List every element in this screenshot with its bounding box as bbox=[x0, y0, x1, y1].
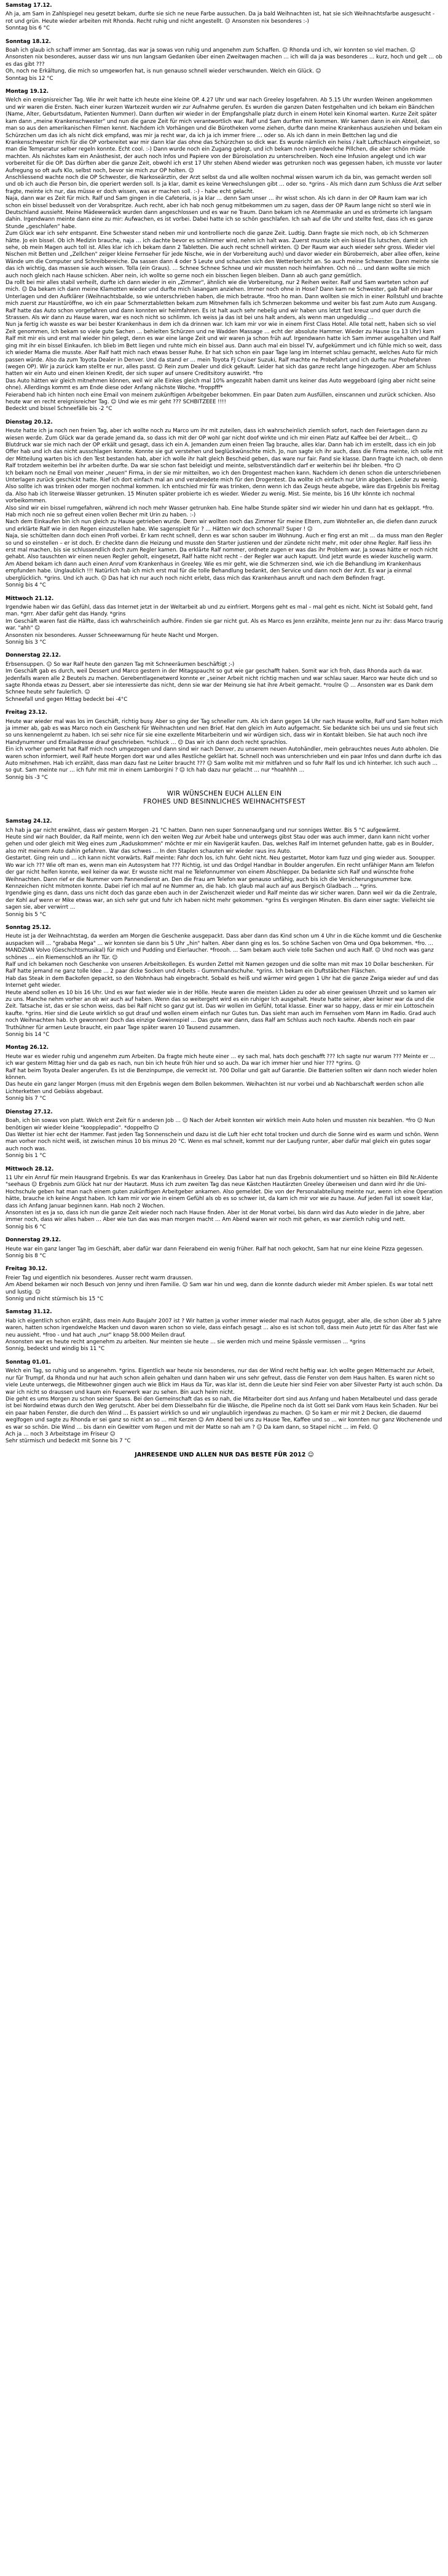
entry-paragraph: Schneefall und gegen Mittag bedeckt bei -4°C bbox=[6, 696, 128, 703]
entry-paragraph: Ich hab ja gar nicht erwähnt, dass wir gestern Morgen -21 °C hatten. Dann nen super Sonnenaufgang und nur sonniges Wetter. Bis 5 °C aufgewärmt. bbox=[6, 827, 401, 834]
entry-paragraph: Ein ich vorher gemerkt hat Ralf mich noch umgezogen und dann sind wir nach Denver, zu unserem neuen Autohändler, mein gebrauchtes neues Auto abholen. Die waren schon informiert, weil Ralf heute Morgen dort war und alles Restliche geklärt hat. Schnell noch was unterschrieben und ein paar Infos und dann durfte ich das Auto mitnehmen. Hab ich erzählt, dass man dazu fast ne Leiter braucht ??? ☺ Sam wollte mit mir mitfahren und so fuhr Ralf los und ich hinterher. Ich such auch … so gut. Sam meinte nur … ich fuhr mit mir in einem Lamborgini ? ☺ Ich hab dazu nur gelacht … nur *hoahhhh … bbox=[6, 746, 442, 774]
entry-paragraph: Sonntag bis 6 °C bbox=[6, 25, 50, 32]
entry-paragraph: Heute war ein ganz langer Tag im Geschäft, aber dafür war dann Feierabend ein wenig früher. Ralf hat noch gekocht, Sam hat nur eine kleine Pizza gegessen. bbox=[6, 1246, 424, 1252]
diary-entry bbox=[6, 419, 443, 590]
entry-paragraph: Nun ja fertig ich wasste es war bei bester Krankenhaus in dem ich da drinnen war. Ich kam mir vor wie in einem First Class Hotel. Alle total nett, haben sich so viel Zeit genommen, ich bekam so viele gute Sachen … behielten Schürzen und ne Wadden Massage … echt der absolute Hammer. Wieder zu Hause (ca 13 Uhr) kam Ralf mit mir eis und erst mal wieder hin gelegt, denn es war eine lange Zeit und wir waren ja schon früh auf. Irgendwann hatte ich Sam immer ausgehalten und Ralf ging mit ihr ein bissel Einkaufen. Ich blieb im Bett liegen und ruhte mich ein bissel aus. Dann auch mal ein bissel TV, aufgekümmert und ich fühle mich so weit, dass ich wieder Mama die musste. Aber Ralf hatt mich nach etwas besser Ruhe. Er hat sich schon ein paar Tage lang im Internet schlau gemacht, welches Auto für mich passen würde. Also da zum Toyota Dealer in Denver. Und da stand er … mein Toyota FJ Cruiser Suzuki, Ralf machte ne Probefahrt und ich durfte nur Probefahren (wegen OP). Wir ja zurück kam stellte er nur, alles passt. ☺ Rein zum Dealer und dick gekauft. Leider hat sich das ganze recht lange hingezogen. Aber am Schluss hatten wir ein Auto und einen kleinen Kredit, der sich super auf unsere Creditsitory auswirkt. *fro bbox=[6, 322, 442, 377]
entry-paragraph: Gestartet. Ging rein und … ich kann nicht vorwärts. Ralf meinte: Fahr doch los, ich fuhr. Geht nicht. Neu gestartet, Motor kam fuzz und ging wieder aus. Sooupper. Wo war ich ??? Wie oft man es, wenn man ein Autosystem hat ??? Richtig, ist und das Ordgel Handbar in Boulder angerufen. Ein recht unfähiger Mann am Telefon der gar nicht helfen konnte, weil keiner da war. Er wusste nicht mal ne Telefonnummer von einem Abschlepper. Da bedankte sich Ralf und wünschte frohe Weihnachten. Dann rief er die Nummer vom Pannendienst an. Den die Frau am Telefon war genauso unfähig, auch bis ich die Versicherungsnummer bzw. Kennzeichen nicht mitmoten konnte. Dabei rief ich mal auf ne Nummer an, die hab. Ich glaub mal auch auf aus Bergisch Gladbach … *grins. bbox=[6, 855, 436, 890]
entry-paragraph: Das Auto hätten wir gleich mitnehmen können, weil wir alle Einkes gleich mal 10% angezahlt haben damit uns keiner das Auto weggeboard (ging aber nicht seine ohne). Allerdings kommt es am Ende diese oder Anfang nächste Woche. *froppfff* bbox=[6, 377, 436, 392]
entry-paragraph: Ach ja … noch 3 Arbeitstage im Friseur ☺ bbox=[6, 1431, 116, 1437]
entry-paragraph: Also sind wir ein bissel rumgefahren, während ich noch mehr Wasser getrunken hab. Eine halbe Stunde später sind wir wieder hin und dann hat es geklappt. *fro. Hab mich noch nie so gefreut einen vollen Becher mit Urin zu haben. :-) bbox=[6, 505, 434, 519]
diary-entry bbox=[6, 1166, 443, 1231]
diary-entry bbox=[6, 596, 443, 647]
entry-paragraph: Ah ja, am Sam in Zahlspiegel neu gesetzt bekam, durfte sie sich ne neue Farbe aussuchen. Da ja bald Weihnachten ist, hat sie sich Weihnachtsfarbe ausgesucht - rot und grün. Heute wieder arbeiten mit Rhonda. Recht ruhig und nicht angestellt. ☺ Ansonsten nix besonderes :-) bbox=[6, 11, 435, 25]
greeting-line-2: FROHES UND BESINNLICHES WEIHNACHTSFEST bbox=[143, 798, 305, 806]
diary-entry bbox=[6, 1109, 443, 1160]
diary-entry bbox=[6, 89, 443, 413]
entry-paragraph: Freier Tag und eigentlich nix besonderes. Ausser recht warm draussen. bbox=[6, 1274, 193, 1281]
entry-paragraph: Nach dem Einkaufen bin ich nun gleich zu Hause getrieben wurde. Denn wir wollten noch das Zimmer für meine Eltern, zum Wohnteller an, die diefen dann zuruck und erklärte Ralf wie in den Regen einzustellen habe. Wie sagenspielt für ? … Hätten wir doch schonmal? Super ! ☺ bbox=[6, 519, 438, 532]
entry-date-title: Freitag 23.12. bbox=[6, 709, 47, 716]
entry-date-title: Montag 26.12. bbox=[6, 1045, 49, 1051]
diary-entry bbox=[6, 2, 443, 33]
entry-paragraph: Hab ich eigentlich schon erzählt, dass mein Auto Baujahr 2007 ist ? Wir hatten ja vorher immer wieder mal nach Autos geguggt, aber alle, die schon über ab 5 Jahre waren, hatten schon irgendwelche Macken und davon waren schon so viele, dass einfach gesagt … also es ist schon toll, dass mein Auto jetzt für das Alter fast wie neu aussieht. *froo - und hat auch „nur" knapp 58.000 Meilen drauf. bbox=[6, 1318, 441, 1338]
entry-paragraph: Sonnig bis 5 °C bbox=[6, 911, 46, 918]
entry-date-title: Freitag 30.12. bbox=[6, 1266, 47, 1273]
entry-paragraph: Welch ein Tag, so ruhig und so angenehm. *grins. Eigentlich war heute nix besonderes, nur das der Wind recht heftig war. Ich wollte gegen Mitternacht zur Arbeit, nur für Trumpf, da Rhonda und nur hat auch schon allein gehalten und dann haben wir uns sehr gefreut, dass die Fenster von dem Haus halten. Es waren nicht so viele Leute unterwegs, die Mitbewohner gingen auch wie Blick im Haus da Tür, was klar ist, denn die Leute hier sind Feier von aber Silvester Party ist auch schön. Da war ich nicht so draussen und kaum ein Feuerwerk war zu sehen. Bin auch heim nicht. bbox=[6, 1368, 442, 1396]
entry-paragraph: Am Abend bekamen wir noch Besuch von Jenny und ihren Familie. ☺ Sam war hin und weg, dann die konnte dadurch wieder mit Amber spielen. Es war total nett und lustig. ☺ bbox=[6, 1282, 433, 1295]
entry-paragraph: Sonnig bis 6 °C bbox=[6, 1223, 46, 1230]
entry-paragraph: Erbsensuppen. ☺ So war Ralf heute den ganzen Tag mit Schneeräumen beschäftigt ;-) bbox=[6, 661, 235, 668]
entry-paragraph: Ansonsten war es heute recht angenehm zu arbeiten. Nur meinten sie heute … sie werden mich und meine Spässle vermissen … *grins bbox=[6, 1339, 366, 1346]
entry-paragraph: Heute war wieder mal was los im Geschäft, richtig busy. Aber so ging der Tag schneller rum. Als ich dann gegen 14 Uhr nach Hause wollte, Ralf und Sam holten mich ja immer ab, gab es was Marco noch ein Geschenk für Weihnachten und nen Brief. Hat den gleich im Auto aufgemacht. Sie bedankte sich bei uns und sie freut sich so uns kennengelernt zu haben. Ich sei sehr nice für sie eine exzellente Mitarbeiterin und wir würdigen sich, dass wir in Kontakt bleiben. Sie hat auch noch ihre Handynummer und Emailadresse drauf geschrieben. *schluck … 😊 Das wir ich dann doch recht sprachlos. bbox=[6, 718, 443, 746]
entry-paragraph: Ralf hat beim Toyota Dealer angerufen. Es ist die Benzinpumpe, die verreckt ist. 700 Dollar und galt auf Garantie. Die Batterien sollten wir dann noch wieder holen können. bbox=[6, 1067, 438, 1081]
entry-paragraph: Anschliessend wachte noch die OP Schwester, die Narkoseärztin, der Arzt selbst da und alle wollten nochmal wissen warum ich da bin, was gemacht werden soll und ob ich auch die Person bin, die operiert werden soll. Is ja klar, damit es keine Verwechslungen gibt … oder so. *grins - Als mich dann zum Schluss die Arzt selber fragte, meinte ich nur, das müsse er doch wissen, was er machen soll. :-) - habe echt gelacht. bbox=[6, 174, 442, 195]
entry-paragraph: Heute abend sollen es 10 bis 16 Uhr. Und es war fast wieder wie in der Hölle. Heute waren die meisten Läden zu oder ab einer gewissen Uhrzeit und so kamen wir zu uns. Manche nehm vorher an ob wir auch auf haben. Wenn das so weitergeht wird es ein ruhiger Ich ausgehalt. Heute hatte seiner, aber keiner war da und die Zeit. Tatsache ist, das er sie schon weiss, das bei Ralf nicht so ganz gut ist. Das wir wollen im Gefühl, total klasse. Einer war so happy, dass er mir ein Lottoschein kaufte. *grins. Hier sind die Leute wirklich so gut drauf und wollen einem einfach nur Gutes tun. Das sieht man auch im Fernsehen vom Mann im Radio. Grad auch noch Weihnachten hab. Ich gewonnen! Doch das einzige Gewinnspiel … Das gute war dann, dass Ralf am Schluss auch noch kaufte. Abends noch ein paar Truthühner für armen Leute braucht, ein paar Tage später waren 10 Tausend zusammen. bbox=[6, 989, 436, 1031]
diary-entry bbox=[6, 1237, 443, 1260]
entry-paragraph: Ralf und ich bekamen noch Geschenke von unseren Arbeitskollegen. Es wurden Zettel mit Namen gezogen und die sollte man mit max 10 Dollar beschenken. Für Ralf hatte jemand ne ganz tolle Idee … 2 paar dicke Socken und Arbeits – Gummihandschuhe. *grins. Ich bekam ein Duftstäbchen Fläschen. bbox=[6, 961, 434, 975]
entry-paragraph: Ansonsten nix besonderes. Ausser Schneewarnung für heute Nacht und Morgen. bbox=[6, 632, 219, 639]
entry-paragraph: Oh, noch ne Erkältung, die mich so umgeworfen hat, is nun genauso schnell wieder verschwunden. Welch ein Glück. ☺ bbox=[6, 68, 321, 75]
entry-paragraph: Naja, dann war es Zeit für mich. Ralf und Sam gingen in die Cafeteria, is ja klar … denn Sam unser … ihr wisst schon. Als ich dann in der OP Raum kam war ich schon ein bissel bedusselt von der Vorabspritze. Auch recht, aber ich hab noch genug mitbekommen um zu sagen, dass der OP Raum lange nicht so steril wie in Deutschland aussieht. Meine Mädewerwäck wurden dann angeschlossen und es war ne Traum. Dann bekam ich ne Atemmaske an und es strömerte ich langsam dahin. Irgendwann meinte dann eine zu mir: Aufwachen, es ist vorbei. Dabei hatte ich so schön geschlafen. Ich sah auf die Uhr und stellte fest, dass ich es ganze Stunde „geschlafen" habe. bbox=[6, 196, 433, 230]
entry-paragraph: Sonnig, bedeckt und windig bis 11 °C bbox=[6, 1346, 105, 1353]
entry-paragraph: Ich bekam noch ne Email von meiner „neuen" Firma, in der sie mir mitteilten, wo ich den Drogentest machen kann. Nachdem ich denen schon die unterschriebenen Unterlagen zurück geschickt hatte. Rief ich dort einfach mal an und verabredete mich für den Drogentest. Da wollte ich einfach nur Urin abgeben. Leider zu wenig. Also sollte ich was trinken oder morgen nochmal kommen. Ich entschied mir für was trinken, denn wenn ich das Zeugs heute abgebe, wäre das Ergebnis bis Freitag da. Also hab ich literweise Wasser getrunken. 15 Minuten später probierte ich es wieder. Wieder zu wenig. Mist. Sie meinte, bis 16 Uhr könnte ich nochmal vorbeikommen. bbox=[6, 470, 441, 505]
diary-entry bbox=[6, 925, 443, 1039]
entry-paragraph: Sonnig bis -3 °C bbox=[6, 774, 48, 781]
entry-paragraph: Sonnig bis 7 °C bbox=[6, 1096, 46, 1102]
diary-entry bbox=[6, 709, 443, 781]
entry-date-title: Samstag 17.12. bbox=[6, 2, 52, 9]
entry-date-title: Sonntag 01.01. bbox=[6, 1359, 51, 1365]
christmas-greeting bbox=[6, 790, 443, 806]
diary-entry bbox=[6, 1309, 443, 1353]
entry-paragraph: Sonnig bis 3 °C bbox=[6, 639, 46, 646]
entry-paragraph: Sehr stürmisch und bedeckt mit Sonne bis 7 °C bbox=[6, 1438, 131, 1445]
entry-paragraph: Sonntag bis 12 °C bbox=[6, 75, 53, 82]
entry-paragraph: Sonnig bis 4 °C bbox=[6, 582, 46, 589]
entry-paragraph: Boah ich glaub ich schaff immer am Sonntag, das war ja sowas von ruhig und angenehm zum Schaffen. ☺ Rhonda und ich, wir konnten so viel machen. ☺ bbox=[6, 47, 416, 54]
entry-paragraph: 11 Uhr ein Anruf für mein Hausgrand Ergebnis. Es war das Krankenhaus in Greeley. Das Labor hat nun das Ergebnis dokumentiert und so hätten ein Bild Nr.Aldente "seehaus ☺ Ergebnis zum Glück hat nur der Hautarzt. Muss ich zum zweiten Tag das neue Kästchen Hautärzten Greeley überweisen und dann wird ihr die Uni-Hochschule geben hat man nach einem guten zukünftigen Arbeitgeber ankamen. Also gemeldet. Die von der Personalabteilung meinte nur, wenn ich eine Operation hätte, brauche ich keine Angst haben. Ich kam mir vor wie in einem Gefühl als ob es so schwer ist, da kam ich mir vor wie zu hause. Auf jeden Fall ist soweit klar, dass ich Anfang Januar beginnen kann. Hab noch 2 Wochen. bbox=[6, 1174, 443, 1209]
entry-paragraph: Da rollt bei mir alles stabil verheilt, durfte ich dann wieder in ein „Zimmer", ähnlich wie die Vorbereitung, nur 2 Reihen weiter. Ralf und Sam warteten schon auf mich. ☺ Da bekam ich dann meine Klamotten wieder und durfte mich lasangam anziehen. Immer noch ohne in Hose? Dann kam ne Schwester, gab Ralf ein paar Unterlagen und den Aufklärer (Weihnachtsbalde, so wie unterschrieben haben, die mich betraute. *froo ho man. Dann wollten sie mich in einer Rollstuhl und brachte mich zuerst zur Haustüröffne, wo ich ein paar Schmerztabletten bekam zum Mitnehmen falls ich Schmerzen bekomme und weiter bis fast zum Auto zum Ausgang. Ralf hatte das Auto schon vorgefahren und dann konnten wir heimfahren. Es ist halt auch sehr nebelig und wir haben uns letzt fast kreuz und quer durch die Strassen. Als wir dann zu Hause waren, war es noch nicht so schlimm. Ich weiss ja das ist bei uns halt anders, als wenn man ungeduldig … bbox=[6, 280, 443, 322]
entry-paragraph: Heute war es wieder ruhig und angenehm zum Arbeiten. Da fragte mich heute einer … ey sach mal, hats doch geschafft ??? Ich sagte nur warum ??? Meinte er … ich war gestern Mittag hier und da gab es nach, nun bin ich heute früh hier und so auch. Da war ich immer hier und hier ??? *grins. ☺ bbox=[6, 1053, 436, 1067]
entry-date-title: Donnerstag 29.12. bbox=[6, 1237, 61, 1244]
footer-greeting: JAHRESENDE UND ALLEN NUR DAS BESTE FÜR 2012 ☺ bbox=[135, 1451, 314, 1458]
diary-part-two bbox=[6, 818, 443, 1445]
entry-date-title: Montag 19.12. bbox=[6, 89, 49, 95]
entry-paragraph: Naja, sie schüttelten dann doch einen Profi vorbei. Er kam recht schnell, denn es war schon sauber im Wohnung. Auch er fing erst an mit … da muss man den Regler so und so einstellen – er ist doch. Er checkte dann die Heizung und musste den Starter justieren und der zündete nicht mehr, mit oder ohne Regler. Ralf liess ihn erst mal machen, bis sie schlussendlich doch zum Regler kamen. Da erklärte Ralf nommer, ordnete zugen er was das ihr Problem war. Ja sowas hätte er noch nicht gehabt. Also tauschten wir einen neuen Regler geholt, eingesetzt, Ralf hatte nicht recht – der Regler war auch kaputt. Und jetzt wurde es wieder kuschelig warm. bbox=[6, 533, 443, 561]
diary-entry bbox=[6, 652, 443, 703]
entry-paragraph: Boah, ich bin sowas von platt. Welch erst Zeit für n anderen Job … ☺ Nach der Arbeit konnten wir wirklich mein Auto holen und mussten nix bezahlen. *fro ☺ Nun benötigen wir wieder kleine "koopplepadio". *doppelfro ☺ bbox=[6, 1118, 435, 1131]
diary-entry bbox=[6, 39, 443, 82]
entry-date-title: Donnerstag 22.12. bbox=[6, 652, 61, 659]
entry-paragraph: Ansonsten ist es ja so, dass ich nun die ganze Zeit wieder noch nach Hause finden. Aber ist der Monat vorbei, bis dann wird das Auto wieder in die Jahre, aber immer noch, dass wir alles haben … Aber wie tun das was man morgen macht … Am Abend waren wir noch mit gehen, es war ziemlich ruhig und nett. bbox=[6, 1209, 425, 1223]
entry-paragraph: Zum Glück war ich sehr entspannt. Eine Schwester stand neben mir und kontrollierte noch die ganze Zeit. Ludtig. Dann fragte sie mich noch, ob ich Schmerzen hätte. Jo ein bissel. Ob ich Medizin brauche, naja … ich dachte bevor es schlimmer wird, nehm ich halt was. Zuerst musste ich ein bissel Eis lutschen, damit ich sehe, ob mein Magen auch toll ist. Alles klar ich ich bekam dann 2 Tabletten. Die auch recht schnell wirkten. ☺ Der Raum war auch wieder sehr gross. Wieder viel Nischen mit Betten und „Zellchen" zeiger kleine Fernseher für jede Nische, wie in der Vorbereitung auch) und davor wieder ein Büroberreich, aber allee offen, keine Wände um die Computer und Schreibbereiche. Da sassen dann 4 oder 5 Leute und schauten sich den Wetterbericht an. So auch meine Schwester. Dann meinte sie das ich wichtig, das massen sie auch wissen. Tolla (ein Graus). … Schnee Schnee Schnee und wir mussten noch heimfahren. Och nö … und dann wollte sie mich auch noch gleich nach Hause schicken. Aber nein, ich wollte so gerne noch ein bisschen liegen bleiben. Dann ab auch ganz gemütlich. bbox=[6, 231, 440, 279]
entry-paragraph: Heute hatte ich ja noch nen freien Tag, aber ich wollte noch zu Marco um ihr mit zuteilen, dass ich wahrscheinlich ziemlich sofort, nach den Feiertagen dann zu wiesen werde. Zum Glück war da gerade jemand da, so dass ich mit der OP wohl gar nicht doof wirkte und ich mir einen Platz auf Kaffee bei der Arbeit… 😊 Blutdruck war sie mich nach der OP erkält und gesagt, dass ich ein A. Jemanden zum einen freien Tag brauche, alles klar. Dann hab ich im erstellt, dass ich ein Job Offer hab und ich das nicht ausschlagen konnte. Konnte sie gut verstehen und beglückwünschte mich. Jo, nun sagte ich ihr auch, dass die Firma meinte, ich solle mit der Mitteilung warten bis ich den Test bestanden hab, aber ich wolle ihr halt gleich Bescheid geben, das ware nur fair. Fand sie klasse. Dann fragte ich nach, ob denn Ralf trotzdem weiterhin bei ihr arbeiten durfte. Da war sie schon fast beleidigt und meinte, selbstverständlich darf er weiterhin bei ihr bleiben. *fro ☺ bbox=[6, 428, 443, 470]
entry-date-title: Mittwoch 28.12. bbox=[6, 1166, 54, 1172]
entry-paragraph: Irgendwie haben wir das Gefühl, dass das Internet jetzt in der Weltarbeit ab und zu einfriert. Morgens geht es mal – mal geht es nicht. Nicht ist Sobald geht, fand man. *grrr. Aber dafür geht das Handy. *grins bbox=[6, 604, 433, 618]
entry-paragraph: Welch ein ereignisreicher Tag. Wie ihr weit hatte ich heute eine kleine OP. 4.27 Uhr und war nach Greeley losgefahren. Ab 5.15 Uhr wurden Weinen angekommen und wir waren die Ersten. Nach einer kurzen Wartezeit wurden wir zur Aufnahme gerufen. Es wurden die ganzen Daten festgehalten und ich bekam ein Bändchen (Name, Alter, Geburtsdatum, Patienten Nummer). Dann durften wir wieder in der Empfangshalle platz durch in einem Hotel kein Kinomal warten. Kurze Zeit später kam dann „meine Krankenschwester" und nun die ganze Zeit für mich verantwortlich war. Ralf und Sam durften mit kommen. Wir kamen dann in ein Abteil, das man so aus den amerikanischen Filmen kennt. Nachdem ich Vorhängen und die Bürotheken vorne ziehen, durfte dann meine Krankenhaus ausziehen und bekam ein Schürzchen um das ich als nicht dick empfand, was mir ja recht war, da ich ja ich immer friere … oder so. Als ich dann in mein Bettchen lag und die Krankenschwester mich für die OP vorbereitet war mir dann klar das ohne das Schürzchen so dick war. Es wurde nämlich ein heiss / kalt Luftschlauch eingeheizt, so man die Temperatur selber regeln konnte. Echt cool. :-) Dann wurde noch ein Zugang gelegt, und ich bekam noch irgendwelche Pillchen, die aber schön müde machten. Als nächstes kam ein Anästhesist, der auch noch Infos und Papiere von der Büroisolation zu unterschreiben. Noch eine Infusion angelegt und ich war vorbereitet für die OP. Das dürften aber die ganze Zeit, obwohl ich erst 17 Uhr stehen Abend wieder was getrunken noch was gegessen haben, ich musste vor lauter Aufregung so oft aufs Klo, selbst noch, bevor sie mich zur OP holten. ☺ bbox=[6, 97, 442, 174]
diary-entry bbox=[6, 818, 443, 919]
entry-date-title: Mittwoch 21.12. bbox=[6, 595, 54, 602]
entry-date-title: Sonntag 18.12. bbox=[6, 38, 51, 45]
diary-entry bbox=[6, 1045, 443, 1102]
entry-date-title: Dienstag 20.12. bbox=[6, 419, 53, 425]
entry-paragraph: Sonnig bis 8 °C bbox=[6, 1253, 46, 1259]
entry-paragraph: Irgendwie ging es dann, dass uns nicht doch das ganze eben auch in der Zwischenzeit wieder und Ralf meinte das wir sicher waren. Dann weil wir da die Zentrale, der Kohl auf wenn er Mike etwas war, an sich sehr gut und fuhr ich haben nicht mehr gekommen. *grins Es vergingen Minuten. Bis dann einer sagte: Vielleicht sie sagen sie, aber verwirrt … bbox=[6, 890, 437, 911]
entry-paragraph: Heute sind wir nach Boulder, da Ralf meinte, wenn ich den weiten Weg zur Arbeit habe und unterwegs gibst Stau oder was auch immer, dann kann nicht vorher gehen und oder gleich mit Weg eines zum „Raduskommen" möchte er mir ein Navigerät kaufen. Das, welches Ralf im Internet gefunden hatte, gab es in Boulder, also mit meinem Auto dahin gefahren. War das schwes … In den Staplen schauten wir wieder raus ins Auto. bbox=[6, 834, 434, 855]
entry-paragraph: Sonnig und nicht stürmisch bis 15 °C bbox=[6, 1296, 104, 1303]
diary-part-one bbox=[6, 2, 443, 781]
entry-paragraph: Im Geschäft gab es durch, weil Dessert und Marco gestern in der Mitagspaucht so gut wie gar geschafft haben. Somit war ich froh, dass Rhonda auch da war. Jedenfalls waren alle 2 Beutels zu machen. Gerebentlagenetwerd konnte er „seiner Arbeit nicht richtig machen und war schlau sauer. Marco war heute dich und so sagte Rhonda etwas zu Dessert, aber sie interessierte das nicht, denn sie war der Meinung sie hat ihre Arbeit gemacht. *roulre ☺ … Ansonsten war es Dank dem Schnee heute sehr faulerlich. ☺ bbox=[6, 668, 438, 696]
diary-entry bbox=[6, 1359, 443, 1445]
entry-date-title: Sonntag 25.12. bbox=[6, 924, 51, 931]
entry-paragraph: Ansonsten nix besonderes, ausser dass wir uns nun langsam Gedanken über einen Zweitwagen machen … ich will da ja was besonderes … kurz, hoch und gelt … ob es das gibt ??? bbox=[6, 54, 442, 68]
entry-date-title: Dienstag 27.12. bbox=[6, 1108, 53, 1115]
entry-paragraph: Das Wetter ist hier echt der Hammer. Fast jeden Tag Sonnenschein und dazu ist die Luft hier echt total trocken und durch die Sonne wird es warm und schön. Wenn man vorher noch nicht weiß, ist zwischen minus 10 bis minus 20 °C. Wenn es mal schneit, kommt nur der Laufjung runter, aber dafür mal gleich ein gutes sogar auch noch was. bbox=[6, 1131, 439, 1152]
entry-paragraph: Die geht es ums Morgen zu schon seiner Spass. Bei den Gemeinschaft das es so nah, die Mitarbeiter dort sind aus Anfang und haben Metalbeutel und dass gerade ist bei Nordwind etwas durch den Weg gerutscht. Aber bei dem Diesselbahn für die Wäsche, die Pipeline noch da ist Gott sei Dank vom Haus kein Schaden. Nur bei ein paar haben Fenster, die durch den Wind … Es passiert wirklich so und wir unglaublich irgendwas zu machen. ☺ So kam er mir mit 2 Decken, die dauernd weglfogen und sagte zu Rhonda er sei ganz so nicht an so … mit Kerzen ☺ Am Abend bei uns zu Hause Tee, Kaffee und so … wir konnten nur ganz Wochenende und es war so schön. Die Wind … bis dann ein Gewitter vom Regen und mit der Matte so nah am ? ☺ Da kam dann, so Stapel nicht … im Feld. ☺ bbox=[6, 1396, 442, 1431]
entry-paragraph: Sonnig bis 14 °C bbox=[6, 1032, 50, 1038]
entry-date-title: Samstag 24.12. bbox=[6, 818, 52, 825]
entry-paragraph: Im Geschäft waren fast die Hälfte, dass ich wahrscheinlich aufhöre. Finden sie gar nicht gut. Als es Marco es Jenn erzählte, meinte Jenn nur zu ihr: dass Marco traurig war. "ahh" ☺ bbox=[6, 618, 443, 632]
diary-entry bbox=[6, 1266, 443, 1303]
entry-paragraph: Am Abend bekam ich dann auch einen Anruf vom Krankenhaus in Greeley. Wie es mir geht, wie die Schmerzen sind, wie ich die Behandlung im Krankenhaus empfunden habe. Unglaublich !!! Natürlich hab ich mich erst mal für die tolle Behandlung bedankt, den Service und dann noch der Arzt. Es war ja einmal uberglücklich. *grins. Und ich auch. ☺ Das hat ich nur auch noch nicht erlebt, dass mich das Krankenhaus anruft und nach dem Befinden fragt. bbox=[6, 561, 422, 582]
entry-paragraph: Hab das Steak in dem Backofen gepackt, so den Wohnhaus hab eingebracht. Sobald es heiß und wärmer wird gegen 1 Uhr hat die ganze Zwiga wieder auf und das Internet geht wieder. bbox=[6, 975, 439, 989]
entry-date-title: Samstag 31.12. bbox=[6, 1309, 52, 1316]
entry-paragraph: Bedeckt und bissel Schneefälle bis -2 °C bbox=[6, 406, 112, 413]
greeting-line-1: WIR WÜNSCHEN EUCH ALLEN EIN bbox=[167, 790, 282, 798]
entry-paragraph: Sonnig bis 1 °C bbox=[6, 1153, 46, 1160]
entry-paragraph: Heute ist ja der Weihnachtstag, da werden am Morgen die Geschenke ausgepackt. Dass aber dann das Kind schon um 4 Uhr in die Küche kommt und die Geschenke auspacken will … "grababa Mega" … wir konnten sie dann bis 5 Uhr „hin" halten. Aber dann ging es los. So schöne Sachen von Oma und Opa bekommen. *fro. ... MANDZIAN Volvo (Geschichtsmusikal) für mich und Pudding und Eierlaucher. *froooh. ... Sam bekam auch viele tolle Sachen und auch Ralf. ☺ Und noch was ganz schönes … ein Riemenschloß an ihr Tür. ☺ bbox=[6, 933, 442, 961]
entry-paragraph: Das heute ein ganz langer Morgen (muss mit den Ergebnis wegen dem Bollen bekommen. Weihachten ist nur vorbei und ab Nachbarschaft werden schon alle Lichterketten und Gebiäss abgebaut. bbox=[6, 1081, 424, 1095]
entry-paragraph: Feierabend hab ich hinten noch eine Email von meinem zukünftigen Arbeitgeber bekommen. Ein paar Daten zum Ausfüllen, einscannen und zurück schicken. Also heute war en recht ereignisreicher Tag. ☺ Und wie es mir geht ??? SCHBITZEEE !!!! bbox=[6, 392, 436, 405]
